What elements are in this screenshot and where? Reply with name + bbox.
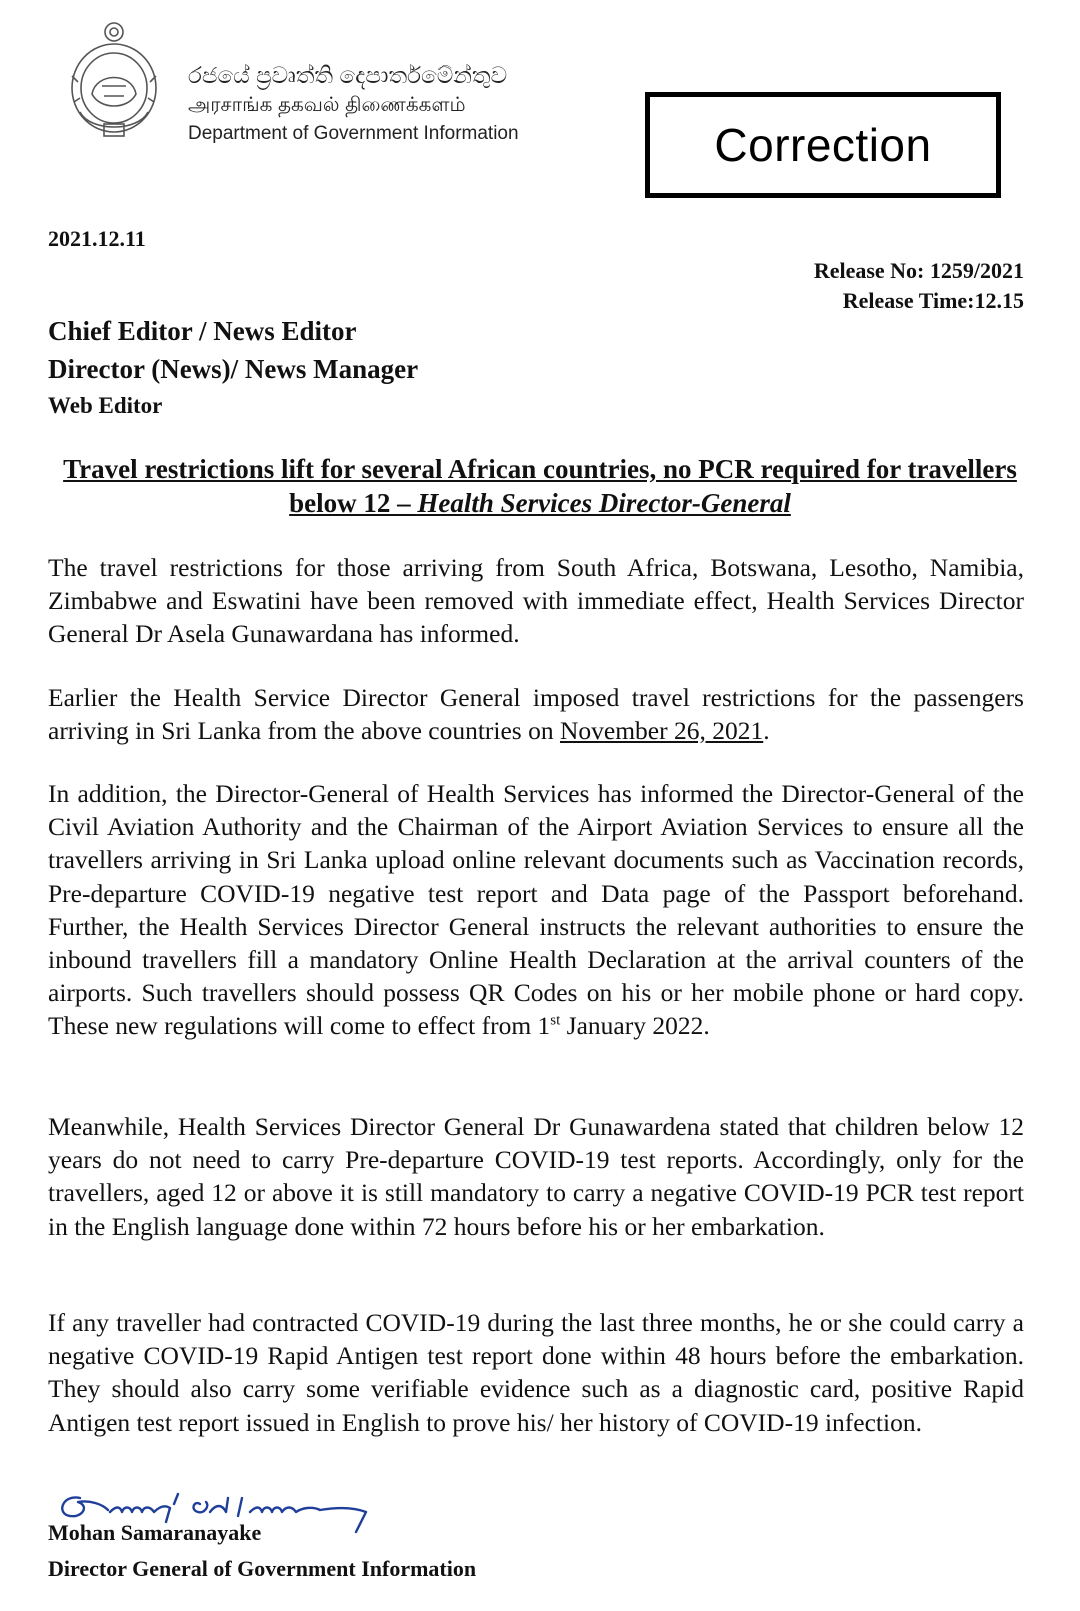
paragraph-5: If any traveller had contracted COVID-19 during the last three months, he or she could carry a negative COVID-19 Rapid Antigen test report done within 48 hours before the embarkation. They should also carry some verifiable evidence such as a diagnostic card, positive Rapid Antigen test report issued in English to prove his/ her history of COVID-19 infection. [48, 1308, 1024, 1437]
headline-attribution: Health Services Director-General [417, 488, 791, 518]
correction-stamp-label: Correction [714, 119, 932, 171]
department-name-english: Department of Government Information [188, 123, 519, 144]
department-name-sinhala: රජයේ ප්‍රවෘත්ති දෙපාර්තමේන්තුව [188, 62, 508, 88]
release-time: Release Time:12.15 [842, 288, 1024, 313]
sri-lanka-emblem-logo [66, 20, 162, 144]
release-date: 2021.12.11 [48, 226, 146, 251]
addressee-web-editor: Web Editor [48, 393, 163, 418]
department-name-tamil: அரசாங்க தகவல் திணைக்களம் [188, 94, 466, 116]
addressee-director-news: Director (News)/ News Manager [48, 354, 419, 384]
headline [48, 452, 1032, 520]
paragraph-3-superscript: st [550, 1012, 561, 1029]
paragraph-4: Meanwhile, Health Services Director General Dr Gunawardena stated that children below 12 years do not need to carry Pre-departure COVID-19 test reports. Accordingly, only for the travellers, aged 12 or above it is still mandatory to carry a negative COVID-19 PCR test report in the English language done within 72 hours before his or her embarkation. [48, 1112, 1024, 1241]
paragraph-2-text: Earlier the Health Service Director General imposed travel restrictions for the passengers arriving in Sri Lanka from the above countries on [48, 683, 1024, 746]
paragraph-2 [48, 681, 1024, 747]
headline-main: Travel restrictions lift for several African countries, no PCR required for travellers below 12 – [63, 454, 1017, 518]
paragraph-2-end: . [763, 716, 770, 746]
release-number: Release No: 1259/2021 [813, 258, 1024, 283]
paragraph-3-end: January 2022. [560, 1011, 710, 1041]
addressee-chief-editor: Chief Editor / News Editor [48, 316, 357, 346]
paragraph-2-date: November 26, 2021 [559, 716, 764, 746]
correction-stamp [645, 92, 1001, 198]
paragraph-1: The travel restrictions for those arriving from South Africa, Botswana, Lesotho, Namibia, Zimbabwe and Eswatini have been removed with immediate effect, Health Services Director General Dr Asela Gunawardana has informed. [48, 553, 1024, 649]
paragraph-3-text: In addition, the Director-General of Health Services has informed the Director-General of the Civil Aviation Authority and the Chairman of the Airport Aviation Services to ensure all the travellers arriving in Sri Lanka upload online relevant documents such as Vaccination records, Pre-departure COVID-19 negative test report and Data page of the Passport beforehand. Further, the Health Services Director General instructs the relevant authorities to ensure the inbound travellers fill a mandatory Online Health Declaration at the arrival counters of the airports. Such travellers should possess QR Codes on his or her mobile phone or hard copy. These new regulations will come to effect from 1 [48, 779, 1024, 1041]
signatory-title: Director General of Government Information [48, 1556, 477, 1581]
paragraph-3 [48, 777, 1024, 1043]
signatory-name: Mohan Samaranayake [48, 1520, 262, 1545]
